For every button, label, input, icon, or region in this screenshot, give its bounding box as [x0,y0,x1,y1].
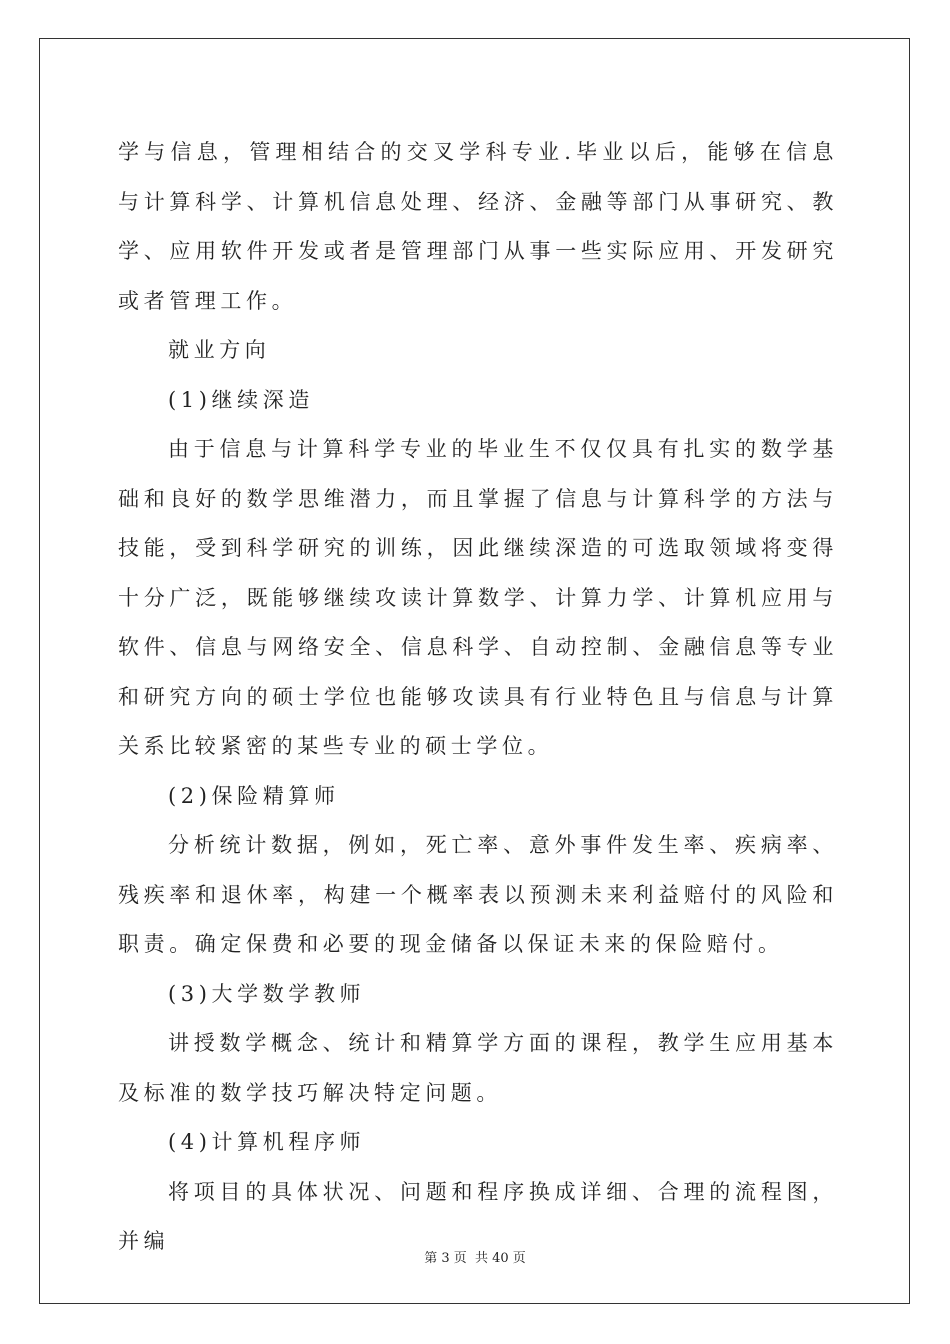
paragraph: 讲授数学概念、统计和精算学方面的课程，教学生应用基本及标准的数学技巧解决特定问题。 [118,1031,838,1105]
page-footer [0,1247,950,1266]
section-heading: 就业方向 [168,338,271,362]
total-pages: 共 40 页 [474,1251,526,1266]
subheading: (3)大学数学教师 [168,981,366,1006]
paragraph: 由于信息与计算科学专业的毕业生不仅仅具有扎实的数学基础和良好的数学思维潜力，而且掌握了信息与计算科学的方法与技能，受到科学研究的训练，因此继续深造的可选取领域将变得十分广泛，既能够继续攻读计算数学、计算力学、计算机应用与软件、信息与网络安全、信息科学、自动控制、金融信息等专业和研究方向的硕士学位也能够攻读具有行业特色且与信息与计算关系比较紧密的某些专业的硕士学位。 [118,437,838,758]
subheading: (1)继续深造 [168,387,314,412]
paragraph: 分析统计数据，例如，死亡率、意外事件发生率、疾病率、残疾率和退休率，构建一个概率表以预测未来利益赔付的风险和职责。确定保费和必要的现金储备以保证未来的保险赔付。 [118,833,838,956]
document-body [118,128,838,1267]
page-number: 第 3 页 [424,1251,467,1266]
paragraph: 将项目的具体状况、问题和程序换成详细、合理的流程图，并编 [118,1179,838,1253]
paragraph: 学与信息，管理相结合的交叉学科专业.毕业以后，能够在信息与计算科学、计算机信息处理、经济、金融等部门从事研究、教学、应用软件开发或者是管理部门从事一些实际应用、开发研究或者管理工作。 [118,140,838,313]
subheading: (4)计算机程序师 [168,1130,366,1154]
subheading: (2)保险精算师 [168,783,340,808]
